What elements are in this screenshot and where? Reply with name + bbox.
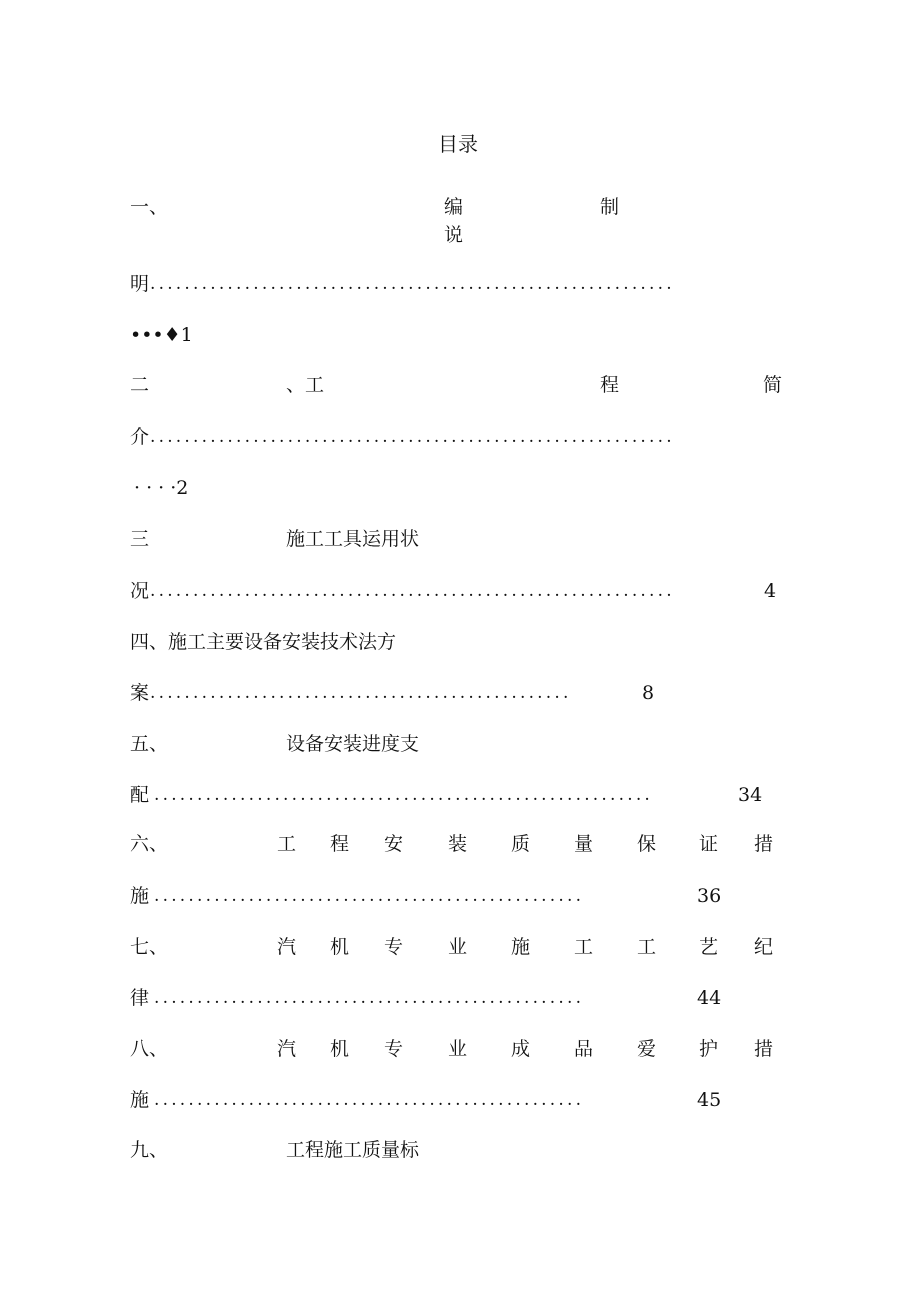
entry-8-part: 汽 (277, 1038, 297, 1060)
entry-6-part: 质 (511, 833, 531, 855)
entry-8-part: 护 (699, 1038, 719, 1060)
entry-8-page-number: 45 (697, 1089, 722, 1111)
entry-8-number: 八、 (130, 1038, 169, 1060)
entry-2-part: 程 (600, 374, 620, 396)
entry-6-part: 装 (448, 833, 468, 855)
entry-7-part: 纪 (754, 936, 774, 958)
entry-3-number: 三 (130, 528, 150, 550)
entry-6-leader: .................................................. (154, 886, 585, 906)
entry-1-continuation: •••♦1 (130, 324, 193, 346)
entry-7-part: 工 (637, 936, 657, 958)
entry-5-part: 设备安装进度支 (286, 733, 420, 755)
entry-3-part: 施工工具运用状 (286, 528, 420, 550)
entry-6-part: 证 (699, 833, 719, 855)
entry-5-page-number: 34 (738, 784, 763, 806)
entry-7-part: 机 (330, 936, 350, 958)
entry-5-number: 五、 (130, 733, 169, 755)
entry-4-leader: ................................................. (150, 683, 572, 703)
entry-2-number: 二 (130, 374, 150, 396)
entry-6-part: 程 (330, 833, 350, 855)
entry-8-part: 爱 (637, 1038, 657, 1060)
entry-3-leader: ............................................................. (150, 581, 675, 601)
entry-9-part: 工程施工质量标 (286, 1139, 420, 1161)
entry-4-page-number: 8 (642, 682, 655, 704)
page-title: 目录 (438, 132, 478, 156)
entry-6-part: 工 (277, 833, 297, 855)
entry-8-part: 机 (330, 1038, 350, 1060)
entry-7-page-number: 44 (697, 987, 722, 1009)
entry-5-leader: .......................................................... (154, 785, 654, 805)
entry-7-part: 汽 (277, 936, 297, 958)
entry-8-leader: .................................................. (154, 1090, 585, 1110)
entry-8-part: 业 (448, 1038, 468, 1060)
entry-9-number: 九、 (130, 1139, 169, 1161)
entry-2-continuation: · · · ·2 (134, 477, 189, 499)
entry-7-part: 业 (448, 936, 468, 958)
entry-1-part: 说 (444, 224, 464, 246)
entry-8-part: 措 (754, 1038, 774, 1060)
entry-8-part: 成 (511, 1038, 531, 1060)
entry-4-number: 四、施工主要设备安装技术法方 (130, 631, 397, 653)
entry-3-tail: 况 (130, 580, 150, 602)
entry-8-part: 专 (384, 1038, 404, 1060)
entry-4-tail: 案 (130, 682, 150, 704)
entry-6-part: 措 (754, 833, 774, 855)
entry-2-leader: ............................................................. (150, 427, 675, 447)
entry-1-tail: 明 (130, 273, 150, 295)
entry-7-part: 工 (574, 936, 594, 958)
entry-7-part: 专 (384, 936, 404, 958)
entry-8-part: 品 (574, 1038, 594, 1060)
entry-1-leader: ............................................................. (150, 274, 675, 294)
entry-7-leader: .................................................. (154, 988, 585, 1008)
entry-1-number: 一、 (130, 196, 169, 218)
entry-6-part: 保 (637, 833, 657, 855)
entry-7-part: 施 (511, 936, 531, 958)
entry-2-tail: 介 (130, 426, 150, 448)
entry-7-part: 艺 (699, 936, 719, 958)
entry-2-part: 简 (763, 374, 783, 396)
entry-7-number: 七、 (130, 936, 169, 958)
entry-3-page-number: 4 (764, 580, 777, 602)
entry-5-tail: 配 (130, 784, 150, 806)
entry-2-part: 、工 (286, 374, 325, 396)
entry-6-page-number: 36 (697, 885, 722, 907)
entry-8-tail: 施 (130, 1089, 150, 1111)
entry-7-tail: 律 (130, 987, 150, 1009)
entry-6-number: 六、 (130, 833, 169, 855)
entry-6-part: 量 (574, 833, 594, 855)
entry-6-part: 安 (384, 833, 404, 855)
entry-6-tail: 施 (130, 885, 150, 907)
entry-1-part: 制 (600, 196, 620, 218)
entry-1-part: 编 (444, 196, 464, 218)
